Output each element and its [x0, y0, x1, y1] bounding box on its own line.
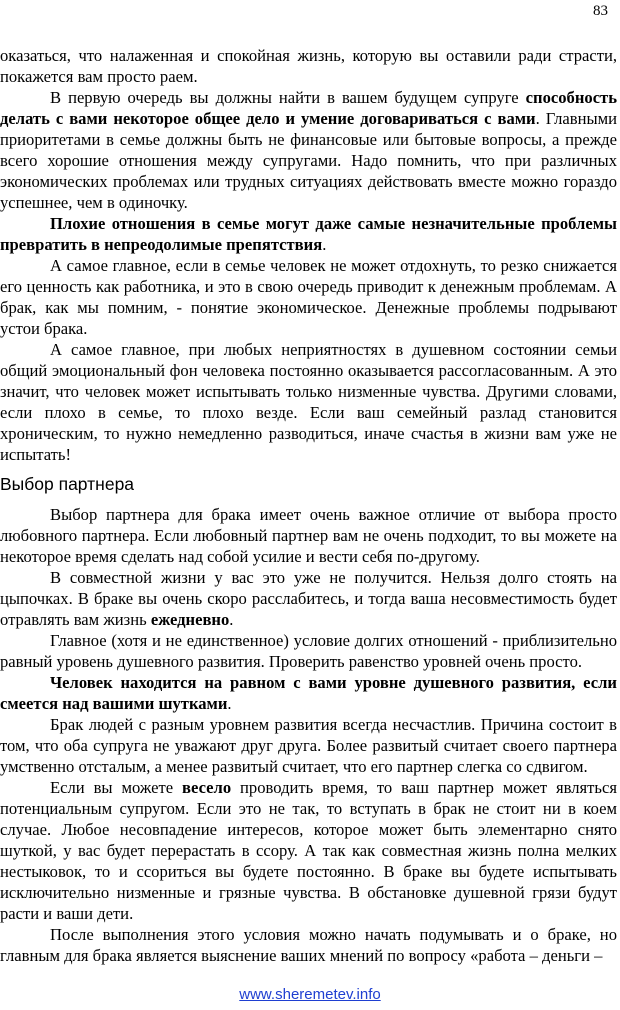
- bold-text: способность делать с вами некоторое общее дело и умение договариваться с вами: [0, 88, 617, 128]
- text-run: А самое главное, при любых неприятностях в душевном состоянии семьи общий эмоциональный фон человека постоянно оказывается рассогласованным. А это значит, что человек может испытывать только низменные чувства. Другими словами, если плохо в семье, то плохо везде. Если ваш семейный разлад становится хроническим, то нужно немедленно разводиться, иначе счастья в жизни вам уже не испытать!: [0, 340, 617, 464]
- paragraph: [0, 630, 617, 672]
- paragraph: [0, 714, 617, 777]
- paragraph: [0, 45, 617, 87]
- text-run: .: [322, 235, 327, 254]
- text-run: оказаться, что налаженная и спокойная жизнь, которую вы оставили ради страсти, покажется вам просто раем.: [0, 46, 617, 86]
- text-run: Брак людей с разным уровнем развития всегда несчастлив. Причина состоит в том, что оба супруга не уважают друг друга. Более развитый считает своего партнера умственно отсталым, а менее развитый считает, что его партнер слегка со сдвигом.: [0, 715, 617, 776]
- text-run: проводить время, то ваш партнер может являться потенциальным супругом. Если это не так, то вступать в брак не стоит ни в коем случае. Любое несовпадение интересов, которое может быть элементарно снято шуткой, у вас будет перерастать в ссору. А так как совместная жизнь полна мелких нестыковок, то и ссориться вы будете постоянно. В браке вы будете испытывать исключительно низменные и грязные чувства. В обстановке душевной грязи будут расти и ваши дети.: [0, 778, 617, 923]
- text-run: Если вы можете: [50, 778, 183, 797]
- paragraph: [0, 339, 617, 465]
- bold-text: Человек находится на равном с вами уровне душевного развития, если смеется над вашими шутками: [0, 673, 617, 713]
- text-run: .: [229, 610, 234, 629]
- text-run: .: [227, 694, 232, 713]
- text-run: А самое главное, если в семье человек не может отдохнуть, то резко снижается его ценность как работника, и это в свою очередь приводит к денежным проблемам. А брак, как мы помним, - понятие экономическое. Денежные проблемы подрывают устои брака.: [0, 256, 617, 338]
- paragraph: [0, 87, 617, 213]
- bold-text: Плохие отношения в семье могут даже самые незначительные проблемы превратить в непреодолимые препятствия: [0, 214, 617, 254]
- paragraph: [0, 924, 617, 966]
- paragraph: [0, 672, 617, 714]
- text-run: Главное (хотя и не единственное) условие долгих отношений - приблизительно равный уровень душевного развития. Проверить равенство уровней очень просто.: [0, 631, 617, 671]
- text-run: Выбор партнера для брака имеет очень важное отличие от выбора просто любовного партнера. Если любовный партнер вам не очень подходит, то вы можете на некоторое время сделать над собой усилие и вести себя по-другому.: [0, 505, 617, 566]
- paragraph: [0, 777, 617, 924]
- text-run: В совместной жизни у вас это уже не получится. Нельзя долго стоять на цыпочках. В браке вы очень скоро расслабитесь, и тогда ваша несовместимость будет отравлять вам жизнь: [0, 568, 617, 629]
- section-partner-choice: [0, 504, 617, 966]
- text-run: В первую очередь вы должны найти в вашем будущем супруге: [50, 88, 526, 107]
- paragraph: [0, 213, 617, 255]
- text-run: . Главными приоритетами в семье должны быть не финансовые или бытовые вопросы, а прежде всего хорошие отношения между супругами. Надо помнить, что при различных экономических проблемах или трудных ситуациях действовать вместе можно гораздо успешнее, чем в одиночку.: [0, 109, 617, 212]
- paragraph: [0, 255, 617, 339]
- section-intro: [0, 45, 617, 465]
- bold-text: весело: [182, 778, 232, 797]
- paragraph: [0, 567, 617, 630]
- section-heading: Выбор партнера: [0, 474, 135, 494]
- bold-text: ежедневно: [150, 610, 230, 629]
- footer-website-link[interactable]: www.sheremetev.info: [239, 986, 381, 1003]
- page-number: 83: [593, 3, 608, 19]
- paragraph: [0, 504, 617, 567]
- page-body: [0, 45, 617, 966]
- text-run: После выполнения этого условия можно начать подумывать и о браке, но главным для брака является выяснение ваших мнений по вопросу «работа – деньги –: [0, 925, 617, 965]
